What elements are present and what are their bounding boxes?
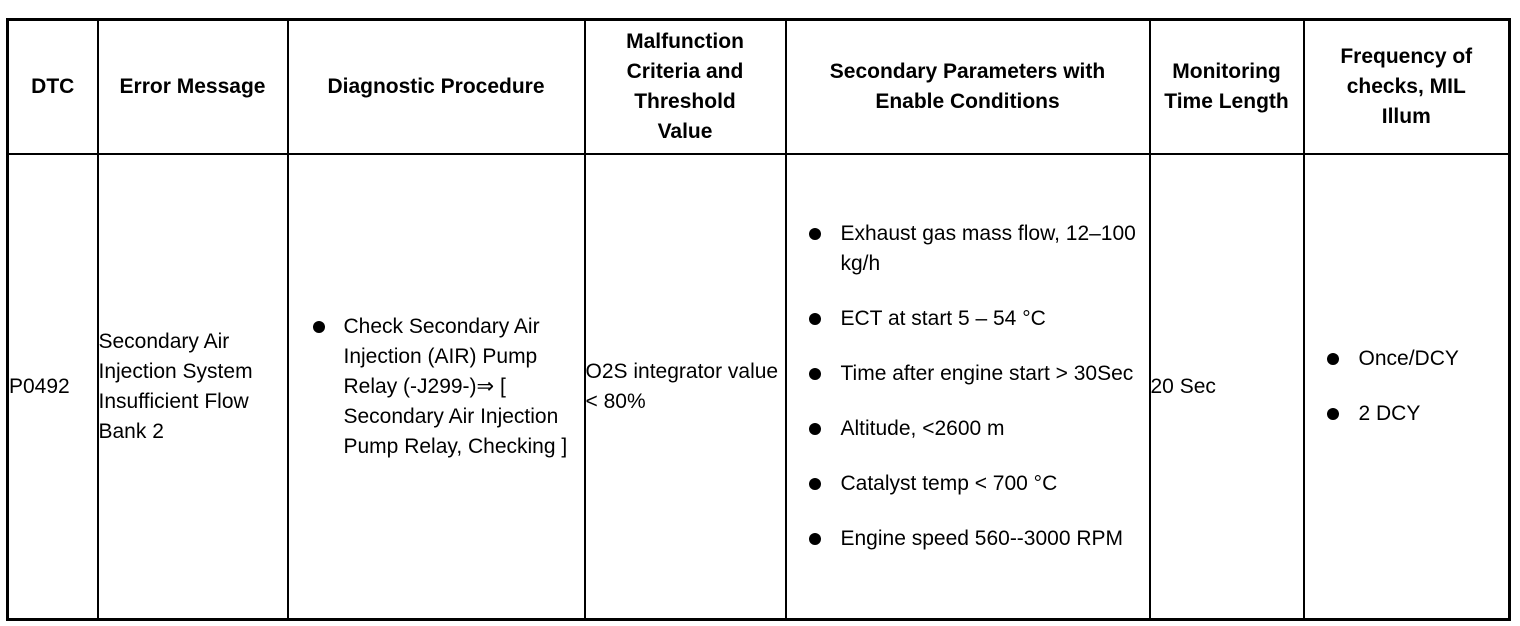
bullet-icon bbox=[1327, 408, 1339, 420]
parameter-item-text: Altitude, <2600 m bbox=[840, 417, 1005, 440]
header-frequency: Frequency of checks, MIL Illum bbox=[1304, 20, 1510, 155]
bullet-icon bbox=[313, 321, 325, 333]
parameter-item-text: Time after engine start > 30Sec bbox=[840, 362, 1134, 385]
parameter-item-text: ECT at start 5 – 54 °C bbox=[840, 307, 1046, 330]
parameter-item-text: Engine speed 560--3000 RPM bbox=[840, 527, 1124, 550]
parameter-item bbox=[787, 219, 1149, 279]
bullet-icon bbox=[809, 313, 821, 325]
parameter-item-text: Exhaust gas mass flow, 12–100 kg/h bbox=[840, 222, 1136, 275]
header-diagnostic-procedure: Diagnostic Procedure bbox=[288, 20, 585, 155]
header-error-message: Error Message bbox=[98, 20, 288, 155]
procedure-item bbox=[289, 312, 584, 462]
header-row bbox=[8, 20, 1510, 155]
parameter-item bbox=[787, 524, 1149, 554]
frequency-item bbox=[1305, 399, 1509, 429]
table-row bbox=[8, 154, 1510, 620]
header-malfunction-criteria: Malfunction Criteria and Threshold Value bbox=[585, 20, 786, 155]
bullet-icon bbox=[809, 228, 821, 240]
parameter-item bbox=[787, 469, 1149, 499]
header-monitoring-time: Monitoring Time Length bbox=[1150, 20, 1304, 155]
error-message: Secondary Air Injection System Insufficient Flow Bank 2 bbox=[98, 154, 288, 620]
bullet-icon bbox=[1327, 353, 1339, 365]
frequency-item-text: Once/DCY bbox=[1358, 347, 1459, 370]
parameter-item bbox=[787, 304, 1149, 334]
bullet-icon bbox=[809, 478, 821, 490]
header-secondary-parameters: Secondary Parameters with Enable Conditions bbox=[786, 20, 1150, 155]
header-dtc: DTC bbox=[8, 20, 98, 155]
procedure-item-text: Check Secondary Air Injection (AIR) Pump Relay (-J299-)⇒ [ Secondary Air Injection Pump Relay, Checking ] bbox=[343, 314, 568, 458]
bullet-icon bbox=[809, 423, 821, 435]
parameter-item bbox=[787, 414, 1149, 444]
parameter-item-text: Catalyst temp < 700 °C bbox=[840, 472, 1058, 495]
diagnostic-procedure bbox=[288, 154, 585, 620]
bullet-icon bbox=[809, 368, 821, 380]
dtc-table bbox=[6, 18, 1511, 621]
frequency-item bbox=[1305, 344, 1509, 374]
monitoring-time: 20 Sec bbox=[1150, 154, 1304, 620]
frequency-item-text: 2 DCY bbox=[1358, 402, 1421, 425]
parameter-item bbox=[787, 359, 1149, 389]
bullet-icon bbox=[809, 533, 821, 545]
dtc-code: P0492 bbox=[8, 154, 98, 620]
frequency bbox=[1304, 154, 1510, 620]
secondary-parameters bbox=[786, 154, 1150, 620]
malfunction-criteria: O2S integrator value < 80% bbox=[585, 154, 786, 620]
